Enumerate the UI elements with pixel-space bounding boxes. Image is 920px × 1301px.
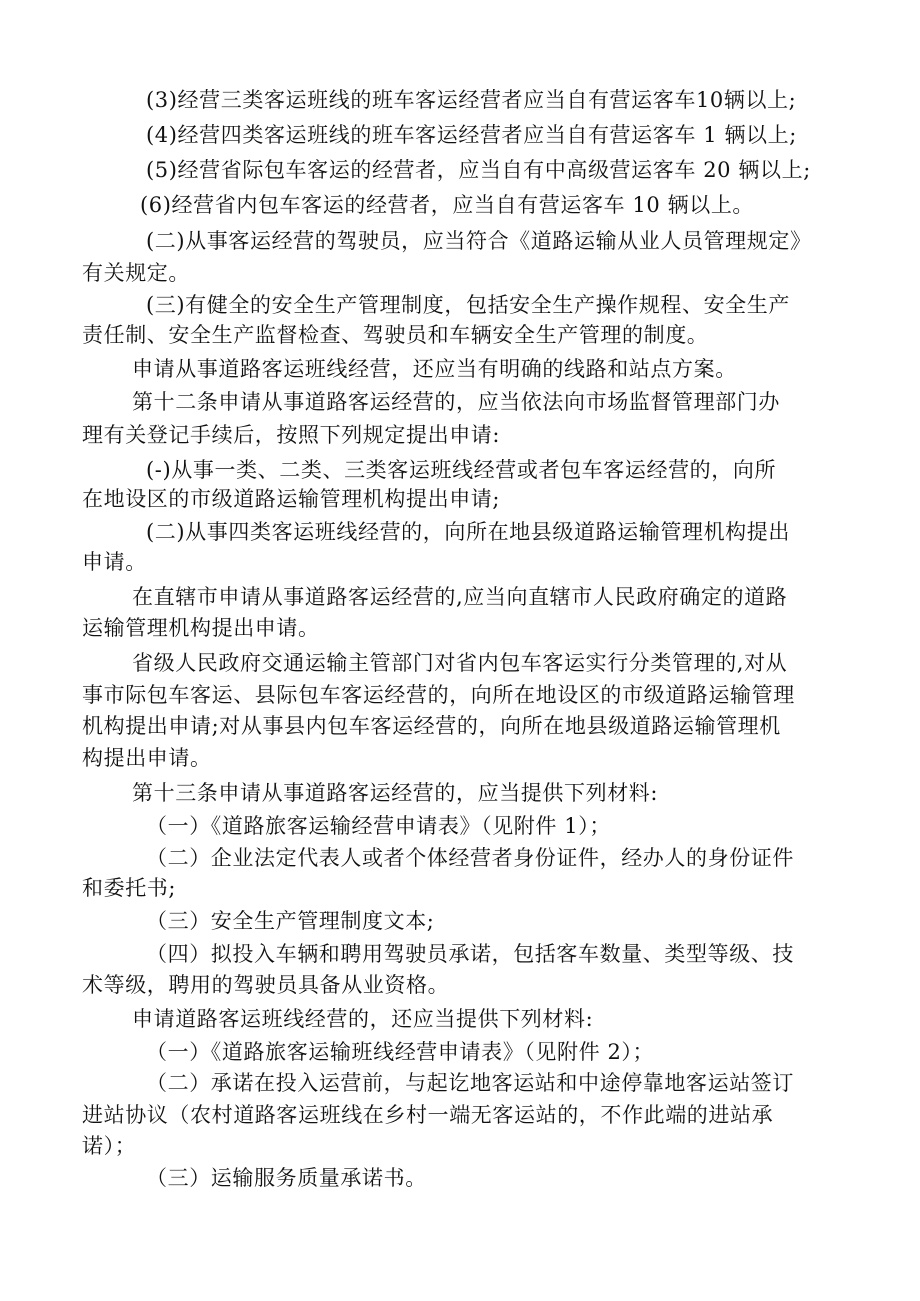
text-line: 第十二条申请从事道路客运经营的，应当依法向市场监督管理部门办 <box>132 390 780 414</box>
text-line: （二）企业法定代表人或者个体经营者身份证件，经办人的身份证件 <box>146 846 794 870</box>
text-line: 申请从事道路客运班线经营，还应当有明确的线路和站点方案。 <box>132 357 737 381</box>
text-line: 申请。 <box>82 550 147 574</box>
text-line: 诺）； <box>82 1134 137 1158</box>
text-line: 有关规定。 <box>82 261 190 285</box>
text-line: (二)从事客运经营的驾驶员，应当符合《道路运输从业人员管理规定》 <box>146 229 812 253</box>
text-line: 进站协议（农村道路客运班线在乡村一端无客运站的，不作此端的进站承 <box>82 1103 774 1127</box>
text-line: 省级人民政府交通运输主管部门对省内包车客运实行分类管理的,对从 <box>132 651 788 675</box>
text-line: 术等级，聘用的驾驶员具备从业资格。 <box>82 973 450 997</box>
text-line: (三)有健全的安全生产管理制度，包括安全生产操作规程、安全生产 <box>146 293 790 317</box>
text-line: 机构提出申请;对从事县内包车客运经营的，向所在地县级道路运输管理机 <box>82 714 781 738</box>
text-line: 在地设区的市级道路运输管理机构提出申请; <box>82 487 501 511</box>
text-line: （一）《道路旅客运输经营申请表》（见附件 1）； <box>146 814 611 838</box>
text-line: 和委托书; <box>82 876 177 900</box>
text-line: (3)经营三类客运班线的班车客运经营者应当自有营运客车10辆以上; <box>146 88 797 112</box>
text-line: （四）拟投入车辆和聘用驾驶员承诺，包括客车数量、类型等级、技 <box>146 942 794 966</box>
text-line: 申请道路客运班线经营的，还应当提供下列材料: <box>132 1007 594 1031</box>
text-line: 在直辖市申请从事道路客运经营的,应当向直辖市人民政府确定的道路 <box>132 585 788 609</box>
text-line: 事市际包车客运、县际包车客运经营的，向所在地设区的市级道路运输管理 <box>82 683 795 707</box>
text-line: （三）安全生产管理制度文本; <box>146 909 435 933</box>
text-line: (-)从事一类、二类、三类客运班线经营或者包车客运经营的，向所 <box>146 458 777 482</box>
text-line: （三）运输服务质量承诺书。 <box>146 1166 427 1190</box>
text-line: (4)经营四类客运班线的班车客运经营者应当自有营运客车 1 辆以上; <box>146 123 797 147</box>
text-line: 理有关登记手续后，按照下列规定提出申请: <box>82 423 501 447</box>
text-line: 第十三条申请从事道路客运经营的，应当提供下列材料: <box>132 781 659 805</box>
text-line: 责任制、安全生产监督检查、驾驶员和车辆安全生产管理的制度。 <box>82 323 709 347</box>
text-line: (6)经营省内包车客运的经营者，应当自有营运客车 10 辆以上。 <box>140 193 755 217</box>
text-line: 运输管理机构提出申请。 <box>82 616 320 640</box>
text-line: 构提出申请。 <box>82 746 212 770</box>
text-line: （一）《道路旅客运输班线经营申请表》（见附件 2）； <box>146 1040 655 1064</box>
text-line: (二)从事四类客运班线经营的，向所在地县级道路运输管理机构提出 <box>146 520 790 544</box>
text-line: （二）承诺在投入运营前，与起讫地客运站和中途停靠地客运站签订 <box>146 1071 794 1095</box>
text-line: (5)经营省际包车客运的经营者，应当自有中高级营运客车 20 辆以上; <box>146 158 811 182</box>
